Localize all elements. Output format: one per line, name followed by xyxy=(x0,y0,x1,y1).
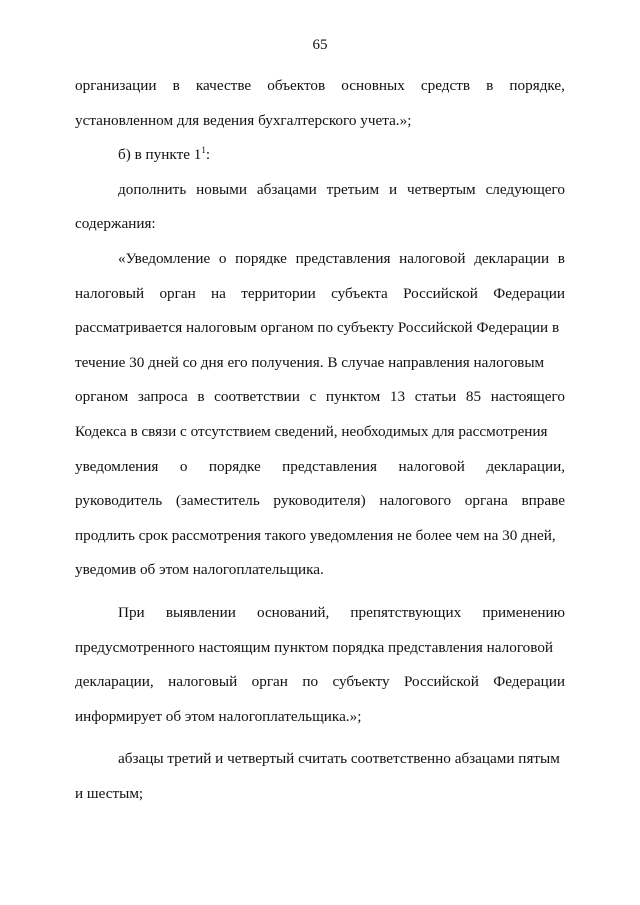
text-line: руководитель (заместитель руководителя) налогового органа вправе xyxy=(75,492,565,510)
text-line: содержания: xyxy=(75,215,156,233)
text-line: предусмотренного настоящим пунктом порядка представления налоговой xyxy=(75,638,554,656)
paragraph-continuation xyxy=(75,69,565,138)
document-body xyxy=(75,69,565,811)
page-number: 65 xyxy=(312,37,328,53)
text-line: уведомив об этом налогоплательщика. xyxy=(75,561,324,579)
paragraph-subpoint-b: б) в пункте $1^1$: xyxy=(118,145,211,164)
paragraph-amend-instruction xyxy=(75,173,565,242)
text-line: информирует об этом налогоплательщика.»; xyxy=(75,707,362,725)
text-line: продлить срок рассмотрения такого уведомления не более чем на 30 дней, xyxy=(75,526,556,544)
text-line: и шестым; xyxy=(75,784,144,802)
paragraph-grounds xyxy=(75,596,565,734)
text-line: дополнить новыми абзацами третьим и четвертым следующего xyxy=(118,180,565,198)
text-line: При выявлении оснований, препятствующих применению xyxy=(118,603,565,621)
text-line: «Уведомление о порядке представления налоговой декларации в xyxy=(118,249,565,267)
text-line: Кодекса в связи с отсутствием сведений, необходимых для рассмотрения xyxy=(75,422,548,440)
paragraph-quoted-notification xyxy=(75,242,565,588)
paragraph-renumber xyxy=(75,742,565,811)
text-line: рассматривается налоговым органом по субъекту Российской Федерации в xyxy=(75,319,560,337)
text-line: течение 30 дней со дня его получения. В случае направления налоговым xyxy=(75,353,545,371)
superscript: 1 xyxy=(201,145,206,156)
text-line: уведомления о порядке представления налоговой декларации, xyxy=(75,457,565,475)
text-line: установленном для ведения бухгалтерского учета.»; xyxy=(75,111,412,129)
text-line: органом запроса в соответствии с пунктом 13 статьи 85 настоящего xyxy=(75,388,565,406)
text-line: налоговый орган на территории субъекта Российской Федерации xyxy=(75,284,565,302)
text-line: абзацы третий и четвертый считать соответственно абзацами пятым xyxy=(118,750,560,768)
text-line: декларации, налоговый орган по субъекту Российской Федерации xyxy=(75,673,565,691)
text-line: организации в качестве объектов основных средств в порядке, xyxy=(75,77,565,94)
